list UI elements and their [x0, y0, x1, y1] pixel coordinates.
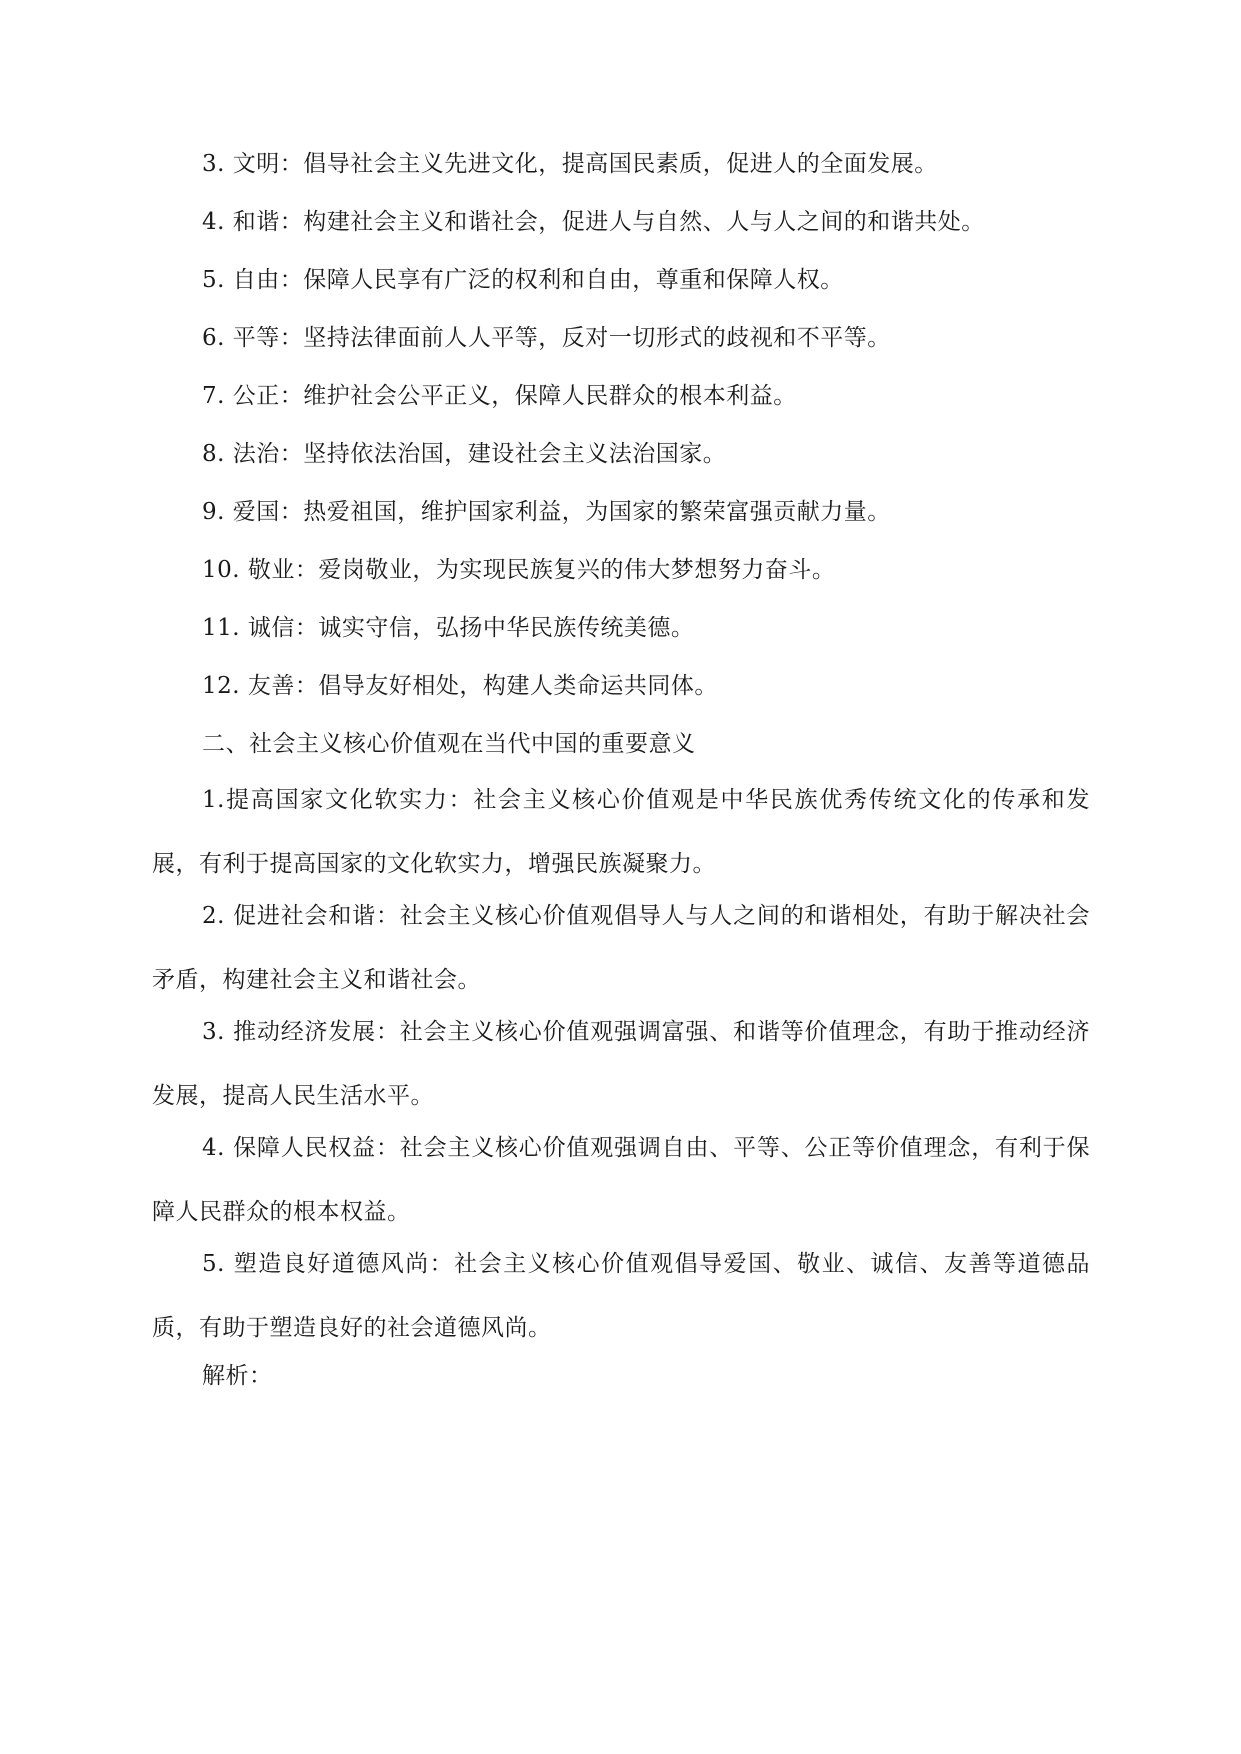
- value-item-equality: 6. 平等：坚持法律面前人人平等，反对一切形式的歧视和不平等。: [202, 325, 891, 351]
- value-item-friendship: 12. 友善：倡导友好相处，构建人类命运共同体。: [202, 673, 718, 699]
- significance-paragraph: 5. 塑造良好道德风尚：社会主义核心价值观倡导爱国、敬业、诚信、友善等道德品质，有助于塑造良好的社会道德风尚。: [152, 1251, 1090, 1341]
- value-item-patriotism: 9. 爱国：热爱祖国，维护国家利益，为国家的繁荣富强贡献力量。: [202, 499, 891, 525]
- value-item-dedication: 10. 敬业：爱岗敬业，为实现民族复兴的伟大梦想努力奋斗。: [202, 557, 836, 583]
- significance-paragraph: 2. 促进社会和谐：社会主义核心价值观倡导人与人之间的和谐相处，有助于解决社会矛盾，构建社会主义和谐社会。: [152, 903, 1090, 993]
- section-heading: 二、社会主义核心价值观在当代中国的重要意义: [202, 731, 696, 757]
- value-item-civility: 3. 文明：倡导社会主义先进文化，提高国民素质，促进人的全面发展。: [202, 151, 938, 177]
- analysis-label: 解析：: [202, 1363, 273, 1389]
- value-item-harmony: 4. 和谐：构建社会主义和谐社会，促进人与自然、人与人之间的和谐共处。: [202, 209, 985, 235]
- document-page: [152, 148, 1090, 1608]
- value-item-rule-of-law: 8. 法治：坚持依法治国，建设社会主义法治国家。: [202, 441, 727, 467]
- significance-paragraph: 3. 推动经济发展：社会主义核心价值观强调富强、和谐等价值理念，有助于推动经济发展，提高人民生活水平。: [152, 1019, 1090, 1109]
- value-item-freedom: 5. 自由：保障人民享有广泛的权利和自由，尊重和保障人权。: [202, 267, 844, 293]
- value-item-justice: 7. 公正：维护社会公平正义，保障人民群众的根本利益。: [202, 383, 797, 409]
- value-item-integrity: 11. 诚信：诚实守信，弘扬中华民族传统美德。: [202, 615, 695, 641]
- significance-paragraph: 4. 保障人民权益：社会主义核心价值观强调自由、平等、公正等价值理念，有利于保障人民群众的根本权益。: [152, 1135, 1090, 1225]
- significance-paragraph: 1.提高国家文化软实力：社会主义核心价值观是中华民族优秀传统文化的传承和发展，有利于提高国家的文化软实力，增强民族凝聚力。: [152, 787, 1090, 877]
